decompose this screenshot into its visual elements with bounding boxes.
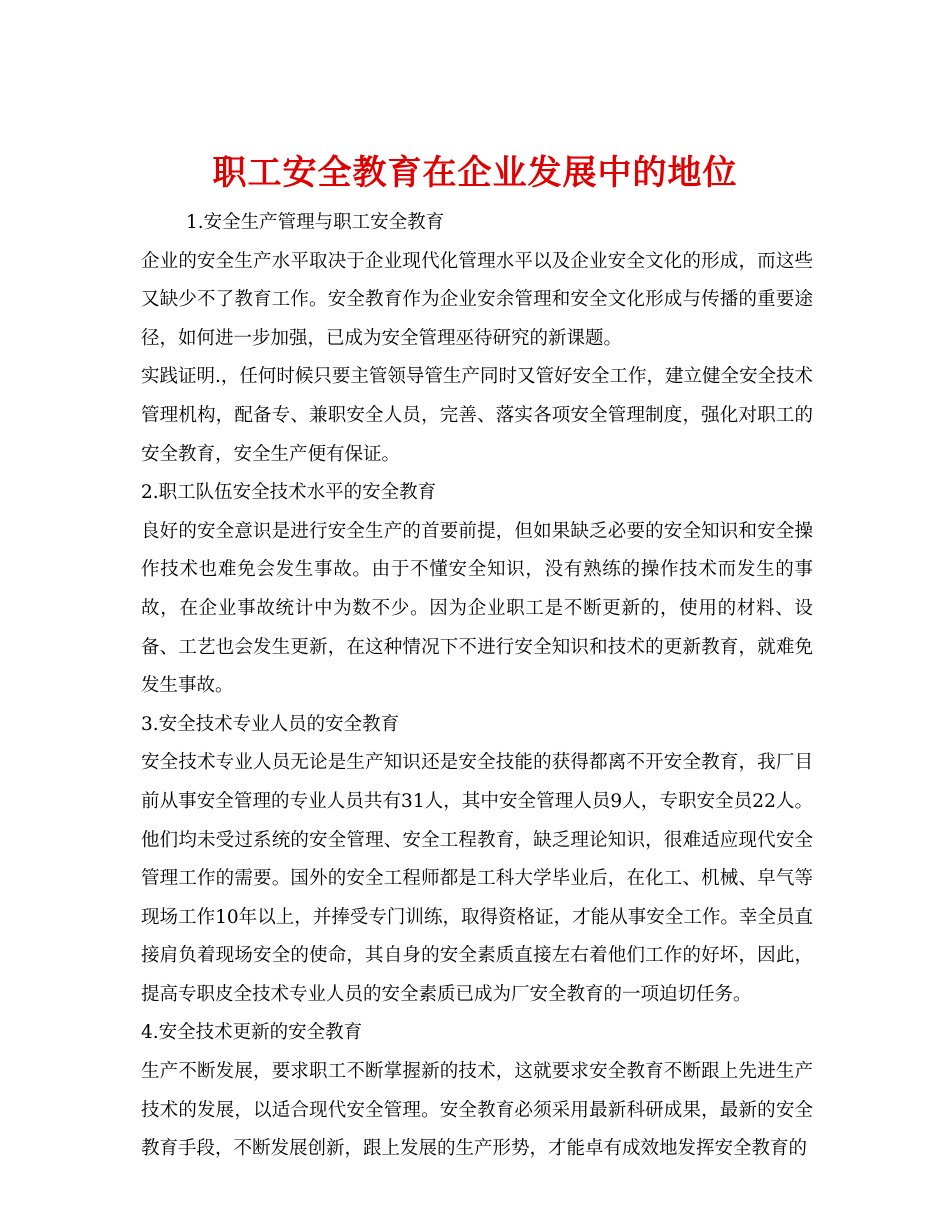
section-heading-2: 2.职工队伍安全技术水平的安全教育 — [141, 482, 437, 504]
section-1-paragraph-2: 实践证明.，任何时候只要主管领导管生产同时又管好安全工作，建立健全安全技术管理机构，配备专、兼职安全人员，完善、落实各项安全管理制度，强化对职工的安全教育，安全生产便有保证。 — [141, 366, 813, 465]
section-2-paragraph: 良好的安全意识是进行安全生产的首要前提，但如果缺乏必要的安全知识和安全操作技术也难免会发生事故。由于不懂安全知识，没有熟练的操作技术而发生的事故，在企业事故统计中为数不少。因为企业职工是不断更新的，使用的材料、设备、工艺也会发生更新，在这种情况下不进行安全知识和技术的更新教育，就难免发生事故。 — [141, 520, 813, 697]
section-heading-4: 4.安全技术更新的安全教育 — [141, 1022, 363, 1044]
section-1-paragraph-1: 企业的安全生产水平取决于企业现代化管理水平以及企业安全文化的形成，而这些又缺少不了教育工作。安全教育作为企业安余管理和安全文化形成与传播的重要途径，如何进一步加强，已成为安全管理巫待研究的新课题。 — [141, 250, 813, 349]
section-heading-1: 1.安全生产管理与职工安全教育 — [186, 212, 445, 233]
section-heading-3: 3.安全技术专业人员的安全教育 — [141, 713, 400, 735]
document-body — [141, 204, 813, 1169]
page-title: 职工安全教育在企业发展中的地位 — [212, 152, 738, 193]
section-3-paragraph: 安全技术专业人员无论是生产知识还是安全技能的获得都离不开安全教育，我厂目前从事安全管理的专业人员共有31人，其中安全管理人员9人，专职安全员22人。他们均未受过系统的安全管理、安全工程教育，缺乏理论知识，很难适应现代安全管理工作的需要。国外的安全工程师都是工科大学毕业后，在化工、机械、皁气等现场工作10年以上，并捧受专门训练，取得资格证，才能从事安全工作。幸全员直接肩负着现场安全的使命，其自身的安全素质直接左右着他们工作的好坏，因此，提高专职皮全技术专业人员的安全素质已成为厂安全教育的一项迫切任务。 — [141, 752, 813, 1005]
section-4-paragraph: 生产不断发展，要求职工不断掌握新的技术，这就要求安全教育不断跟上先进生产技术的发展，以适合现代安全管理。安全教育必须采用最新科研成果，最新的安全教育手段，不断发展创新，跟上发展的生产形势，才能卓有成效地发挥安全教育的 — [141, 1061, 813, 1160]
